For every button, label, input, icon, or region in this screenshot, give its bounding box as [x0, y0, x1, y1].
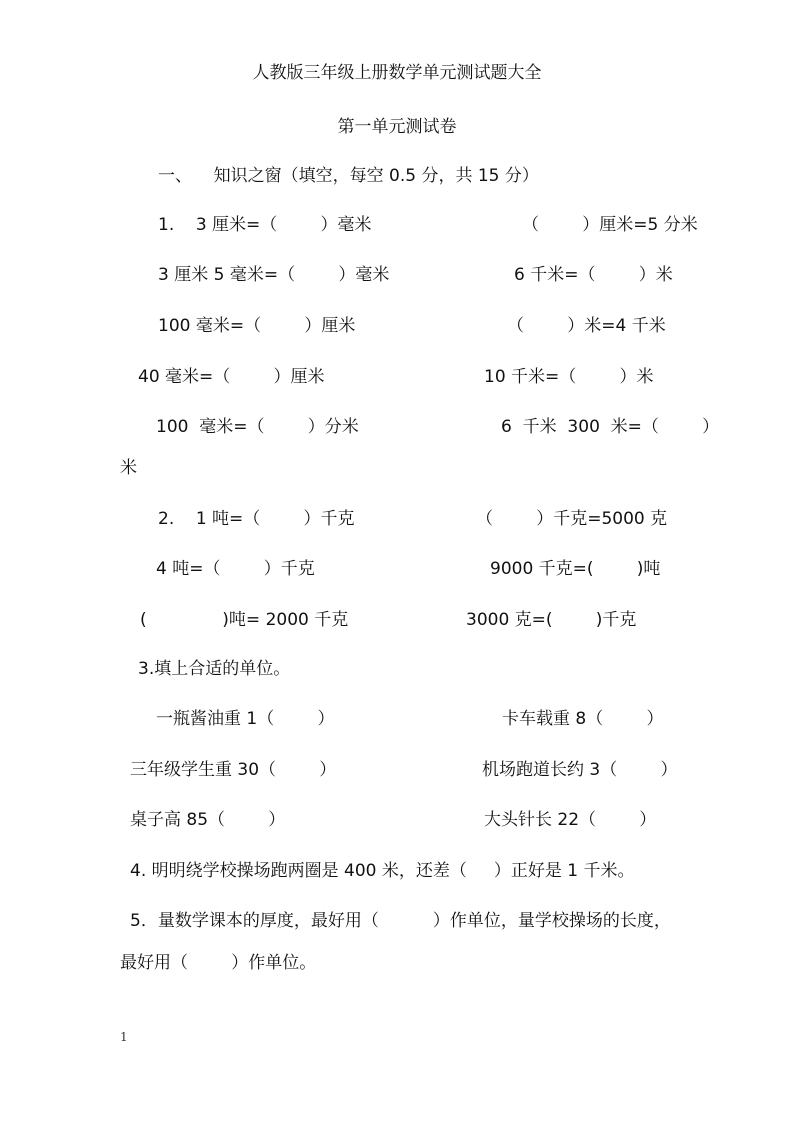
q5-line1: 5．量数学课本的厚度，最好用（ ）作单位，量学校操场的长度， — [130, 911, 671, 931]
q1-line3-left: 100 毫米=（ ）厘米 — [158, 316, 356, 336]
q1-line1-right: （ ）厘米=5 分米 — [522, 215, 698, 235]
q3-line2-right: 机场跑道长约 3（ ） — [482, 760, 678, 780]
q3-line3-right: 大头针长 22（ ） — [484, 810, 657, 830]
q2-line3-left: ( )吨= 2000 千克 — [140, 610, 349, 630]
q3-line1-left: 一瓶酱油重 1（ ） — [156, 709, 335, 729]
q3-line1-right: 卡车载重 8（ ） — [502, 709, 664, 729]
q1-line4-left: 40 毫米=（ ）厘米 — [138, 367, 325, 387]
q2-line2-left: 4 吨=（ ）千克 — [156, 559, 315, 579]
q2-line1-right: （ ）千克=5000 克 — [476, 509, 668, 529]
q1-line1-left: 1. 3 厘米=（ ）毫米 — [158, 215, 372, 235]
q1-line2-left: 3 厘米 5 毫米=（ ）毫米 — [158, 265, 390, 285]
q3-line2-left: 三年级学生重 30（ ） — [130, 760, 337, 780]
q3-line3-left: 桌子高 85（ ） — [130, 810, 286, 830]
q1-line5-right: 6 千米 300 米=（ ） — [501, 417, 720, 437]
page-number: 1 — [120, 1030, 128, 1044]
q5-line2: 最好用（ ）作单位。 — [120, 953, 317, 973]
q1-line4-right: 10 千米=（ ）米 — [484, 367, 654, 387]
q2-line3-right: 3000 克=( )千克 — [466, 610, 637, 630]
q1-line5-wrap: 米 — [120, 458, 137, 478]
section-heading: 一、 知识之窗（填空，每空 0.5 分，共 15 分） — [158, 166, 539, 186]
q1-line2-right: 6 千米=（ ）米 — [514, 265, 673, 285]
unit-subtitle: 第一单元测试卷 — [337, 117, 457, 137]
document-title: 人教版三年级上册数学单元测试题大全 — [252, 63, 542, 83]
q2-line2-right: 9000 千克=( )吨 — [490, 559, 661, 579]
q1-line3-right: （ ）米=4 千米 — [507, 316, 666, 336]
q1-line5-left: 100 毫米=（ ）分米 — [156, 417, 359, 437]
q4-line: 4. 明明绕学校操场跑两圈是 400 米，还差（ ）正好是 1 千米。 — [130, 861, 635, 881]
q2-line1-left: 2. 1 吨=（ ）千克 — [158, 509, 355, 529]
q3-heading: 3.填上合适的单位。 — [138, 659, 291, 679]
